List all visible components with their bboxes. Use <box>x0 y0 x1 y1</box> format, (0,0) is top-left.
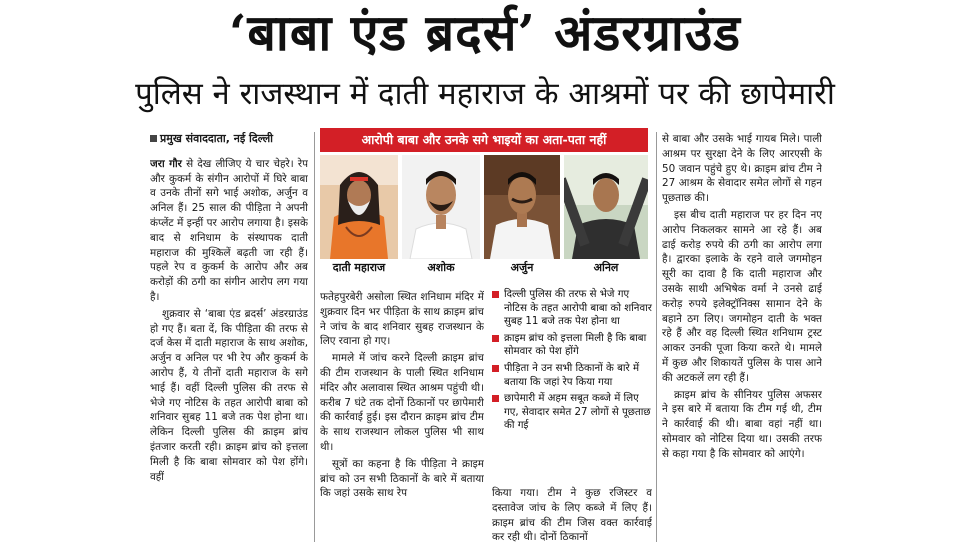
byline <box>150 132 308 147</box>
highlight-item <box>492 332 652 359</box>
col4-paragraph-2: इस बीच दाती महाराज पर हर दिन नए आरोप निकलकर सामने आ रहे हैं। अब ढाई करोड़ रुपये की ठगी का आरोप लगा है। द्वारका इलाके के रहने वाले जगमोहन सूरी का दावा है कि दाती महाराज और उसके साथी अभिषेक वर्मा ने उनसे ढाई करोड़ रुपये इलेक्ट्रॉनिक्स सामान देने के बहाने ठग लिए। जगमोहन दाती के भक्त रहे हैं और वह दिल्ली स्थित शनिधाम ट्रस्ट आकर उनकी पूजा किया करते थे। मामले में कुछ और शिकायतें पुलिस के पास आने की अटकलें लग रही हैं। <box>662 208 822 384</box>
article-column-1 <box>150 132 308 544</box>
article-column-3 <box>492 486 652 544</box>
column-divider <box>656 132 657 542</box>
article-column-2 <box>320 290 484 544</box>
bullet-square-icon <box>492 365 499 372</box>
portrait-image <box>320 155 398 259</box>
highlights-list <box>492 288 652 436</box>
caption-arjun: अर्जुन <box>510 261 534 274</box>
col4-paragraph-3: क्राइम ब्रांच के सीनियर पुलिस अफसर ने इस बारे में बताया कि टीम गई थी, टीम ने कार्रवाई की थी। बाबा वहां नहीं था। सोमवार को नोटिस दिया था। उसकी तरफ से कहा गया है कि सोमवार को आएंगे। <box>662 388 822 460</box>
col1-p1-text: से देख लीजिए ये चार चेहरे। रेप और कुकर्म के संगीन आरोपों में घिरे बाबा व उनके तीनों सगे भाई अशोक, अर्जुन व अनिल हैं। 25 साल की पीड़िता ने अपनी कंप्लेंट में इन्हीं पर आरोप लगाया है। इसके बाद से शनिधाम के संस्थापक दाती महाराज की मुश्किलें बढ़ती जा रही हैं। पहले रेप व कुकर्म के आरोप और अब करोड़ों की ठगी का संगीन आरोप लग गया है। <box>150 157 308 303</box>
lead-words: जरा गौर <box>150 157 182 170</box>
bullet-square-icon <box>492 335 499 342</box>
highlight-item <box>492 392 652 433</box>
col1-paragraph-2: शुक्रवार से ‘बाबा एंड ब्रदर्स’ अंडरग्राउंड हो गए हैं। बता दें, कि पीड़िता की तरफ से दर्ज केस में दाती महाराज के साथ अशोक, अर्जुन व अनिल पर भी रेप और कुकर्म के आरोप हैं, ये तीनों दाती महाराज के सगे भाई हैं। वहीं दिल्ली पुलिस की तरफ से भेजे गए नोटिस के तहत आरोपी बाबा को शनिवार सुबह 11 बजे तक पेश होना था। लेकिन दिल्ली पुलिस की क्राइम ब्रांच इंतजार करती रही। क्राइम ब्रांच को इत्तला मिली है कि बाबा सोमवार को पेश होंगे। वहीं <box>150 307 308 483</box>
portrait-image <box>564 155 648 259</box>
col2-paragraph-3: सूत्रों का कहना है कि पीड़िता ने क्राइम ब्रांच को उन सभी ठिकानों के बारे में बताया कि जहां उसके साथ रेप <box>320 457 484 500</box>
highlight-item <box>492 362 652 389</box>
caption-ashok: अशोक <box>427 261 455 274</box>
byline-square-icon <box>150 135 157 142</box>
headline: ‘बाबा एंड ब्रदर्स’ अंडरग्राउंड <box>228 3 742 62</box>
portrait-image <box>402 155 480 259</box>
col1-paragraph-1 <box>150 157 308 305</box>
col4-paragraph-1: से बाबा और उसके भाई गायब मिले। पाली आश्रम पर सुरक्षा देने के लिए आरएसी के 50 जवान पहुंचे हुए थे। क्राइम ब्रांच टीम ने 27 आश्रम के सेवादार समेत लोगों से गहन पूछताछ की। <box>662 133 822 205</box>
subheadline: पुलिस ने राजस्थान में दाती महाराज के आश्रमों पर की छापेमारी <box>135 76 835 112</box>
highlight-text: पीड़िता ने उन सभी ठिकानों के बारे में बताया कि जहां रेप किया गया <box>504 362 640 388</box>
bullet-square-icon <box>492 395 499 402</box>
column-divider <box>314 132 315 542</box>
highlight-text: छापेमारी में अहम सबूत कब्जे में लिए गए, सेवादार समेत 27 लोगों से पूछताछ की गई <box>504 393 651 432</box>
photo-ashok <box>402 155 480 277</box>
highlight-item <box>492 288 652 329</box>
box-title: आरोपी बाबा और उनके सगे भाइयों का अता-पता नहीं <box>320 128 648 152</box>
caption-anil: अनिल <box>593 261 619 274</box>
highlight-text: क्राइम ब्रांच को इत्तला मिली है कि बाबा सोमवार को पेश होंगे <box>504 332 647 358</box>
photo-strip <box>320 155 648 277</box>
col2-paragraph-1: फतेहपुरबेरी असोला स्थित शनिधाम मंदिर में शुक्रवार दिन भर पीड़िता के साथ क्राइम ब्रांच ने जांच के बाद शनिवार सुबह राजस्थान के लिए रवाना हो गए। <box>320 291 484 348</box>
col2-paragraph-2: मामले में जांच करने दिल्ली क्राइम ब्रांच की टीम राजस्थान के पाली स्थित शनिधाम मंदिर और अलावास स्थित आश्रम पहुंची थी। करीब 7 घंटे तक दोनों ठिकानों पर छापेमारी की कार्रवाई हुई। इस दौरान क्राइम ब्रांच टीम के साथ राजस्थान लोकल पुलिस भी साथ थी। <box>320 352 484 453</box>
photo-arjun <box>484 155 560 277</box>
col3-paragraph-1: किया गया। टीम ने कुछ रजिस्टर व दस्तावेज जांच के लिए कब्जे में लिए हैं। क्राइम ब्रांच की टीम जिस वक्त कार्रवाई कर रही थी। दोनों ठिकानों <box>492 487 652 544</box>
photo-anil <box>564 155 648 277</box>
portrait-image <box>484 155 560 259</box>
caption-dati-maharaj: दाती महाराज <box>332 261 386 274</box>
highlight-text: दिल्ली पुलिस की तरफ से भेजे गए नोटिस के तहत आरोपी बाबा को शनिवार सुबह 11 बजे तक पेश होना था <box>504 289 652 328</box>
byline-text: प्रमुख संवाददाता, नई दिल्ली <box>160 132 274 145</box>
article-column-4 <box>662 132 822 544</box>
bullet-square-icon <box>492 291 499 298</box>
photo-dati-maharaj <box>320 155 398 277</box>
